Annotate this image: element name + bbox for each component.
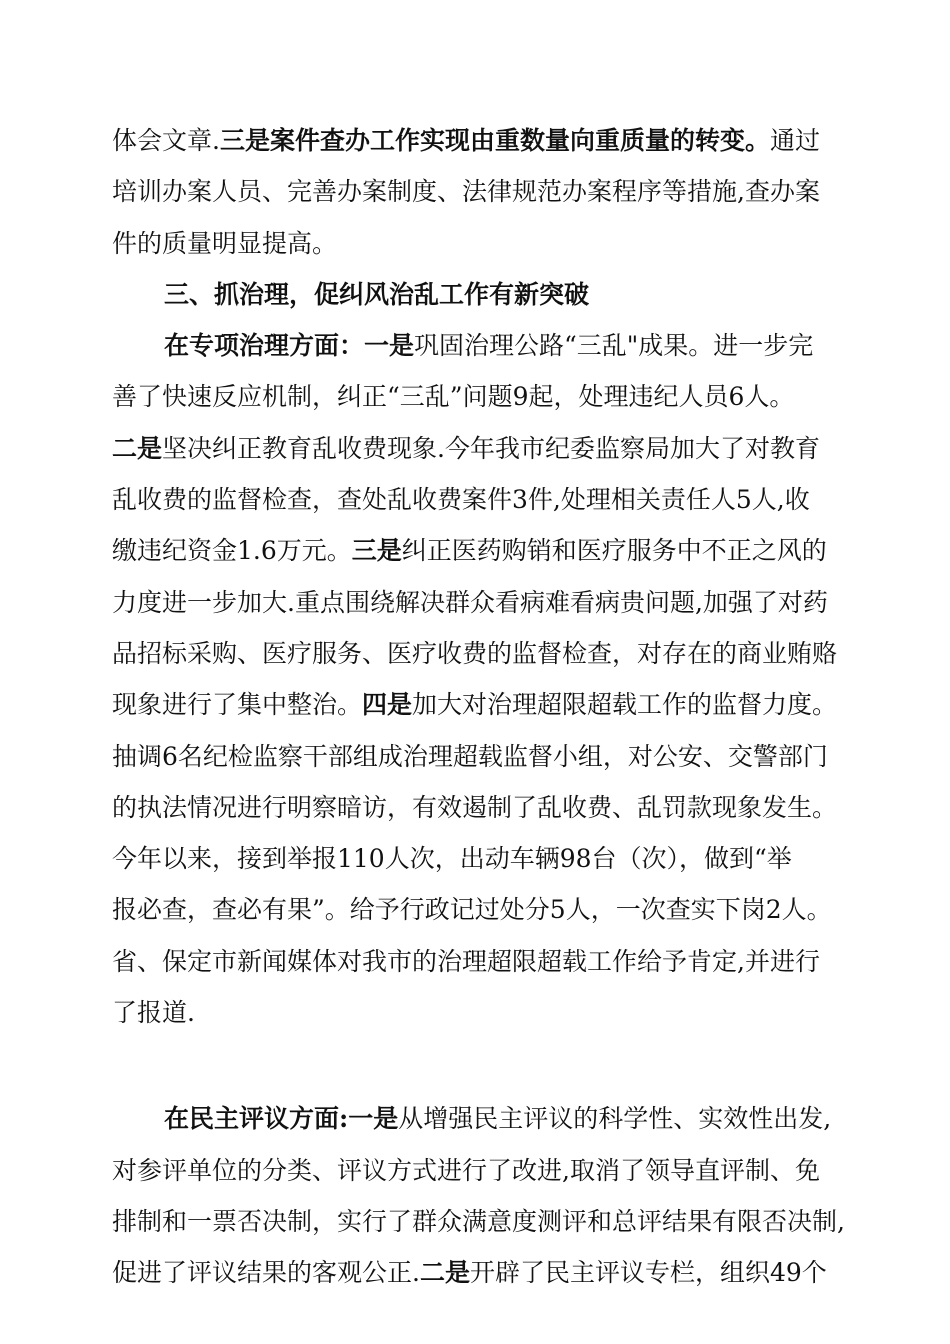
bold-run: 三是案件查办工作实现由重数量向重质量的转变。 <box>219 126 770 155</box>
text-line: 报必查，查必有果”。给予行政记过处分5人，一次查实下岗2人。 <box>112 895 832 925</box>
bold-run: 二是 <box>112 433 163 463</box>
bold-run: 二是 <box>419 1258 470 1288</box>
text-line: 乱收费的监督检查，查处乱收费案件3件,处理相关责任人5人,收 <box>112 485 810 515</box>
text-line: 件的质量明显提高。 <box>112 228 338 258</box>
text-line <box>112 1250 862 1301</box>
text-line: 品招标采购、医疗服务、医疗收费的监督检查，对存在的商业贿赂 <box>112 638 838 668</box>
text-line: 善了快速反应机制，纠正“三乱”问题9起，处理违纪人员6人。 <box>112 382 795 412</box>
text-line <box>112 426 862 477</box>
text-line: 今年以来，接到举报110人次，出动车辆98台（次），做到“举 <box>112 844 792 874</box>
text-run: 从增强民主评议的科学性、实效性出发, <box>398 1104 832 1134</box>
bold-run: 在专项治理方面：一是 <box>164 331 415 361</box>
text-line: 了报道. <box>112 998 195 1028</box>
text-line: 省、保定市新闻媒体对我市的治理超限超载工作给予肯定,并进行 <box>112 946 820 976</box>
text-line: 培训办案人员、完善办案制度、法律规范办案程序等措施,查办案 <box>112 177 820 207</box>
text-run: 现象进行了集中整治。 <box>112 690 363 720</box>
text-run: 体会文章. <box>112 126 220 155</box>
text-run: 缴违纪资金1.6万元。 <box>112 536 352 566</box>
text-run: 纠正医药购销和医疗服务中不正之风的 <box>401 536 827 566</box>
document-body <box>112 118 862 1302</box>
text-line: 力度进一步加大.重点围绕解决群众看病难看病贵问题,加强了对药 <box>112 587 828 617</box>
text-run: 促进了评议结果的客观公正. <box>112 1258 420 1288</box>
text-line <box>112 118 862 169</box>
section-heading: 三、抓治理，促纠风治乱工作有新突破 <box>164 279 590 309</box>
text-line: 排制和一票否决制，实行了群众满意度测评和总评结果有限否决制, <box>112 1206 845 1236</box>
text-line <box>112 1096 862 1147</box>
text-run: 通过 <box>769 126 820 155</box>
text-line <box>112 682 862 733</box>
text-run: 加大对治理超限超载工作的监督力度。 <box>412 690 838 720</box>
paragraph-gap <box>112 1041 862 1096</box>
bold-run: 在民主评议方面:一是 <box>164 1104 399 1134</box>
bold-run: 三是 <box>351 536 402 566</box>
bold-run: 四是 <box>362 690 413 720</box>
text-run: 开辟了民主评议专栏，组织49个 <box>469 1258 827 1288</box>
text-line: 抽调6名纪检监察干部组成治理超载监督小组，对公安、交警部门 <box>112 741 828 771</box>
text-line <box>112 323 862 374</box>
text-line: 对参评单位的分类、评议方式进行了改进,取消了领导直评制、免 <box>112 1155 820 1185</box>
text-line <box>112 528 862 579</box>
text-run: 坚决纠正教育乱收费现象.今年我市纪委监察局加大了对教育 <box>162 433 820 463</box>
text-line: 的执法情况进行明察暗访，有效遏制了乱收费、乱罚款现象发生。 <box>112 792 838 822</box>
text-run: 巩固治理公路“三乱"成果。进一步完 <box>414 331 814 361</box>
